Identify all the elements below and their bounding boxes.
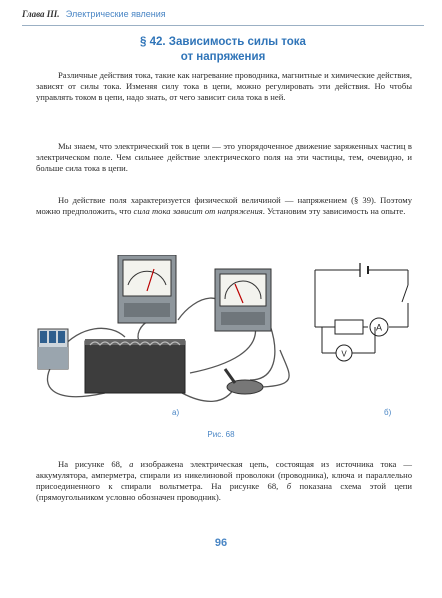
paragraph-4-a: На рисунке 68, xyxy=(58,459,130,469)
battery xyxy=(38,329,68,369)
figure-68 xyxy=(30,255,420,420)
paragraph-2: Мы знаем, что электрический ток в цепи — это упорядоченное движение заряженных частиц в электрическом поле. Чем сильнее действие электрического поля на эти частицы, тем, очевидно, и больше сила тока в цепи. xyxy=(36,141,412,173)
page-number: 96 xyxy=(214,537,228,549)
chapter-label: Глава III. xyxy=(22,9,60,19)
paragraph-4-c: изображена электрическая цепь, состоящая из источника тока — аккумулятора, амперметра, спирали из никелиновой проволоки (проводника), ключа и параллельно присоединенного к спирали вольтметра. На рисунке 68, xyxy=(36,459,412,491)
running-header xyxy=(22,9,424,26)
title-line-1: § 42. Зависимость силы тока xyxy=(140,36,306,48)
voltmeter xyxy=(215,269,271,331)
caption-b: б) xyxy=(384,408,392,417)
section-label: Электрические явления xyxy=(65,9,166,19)
circuit-diagram xyxy=(315,263,408,361)
paragraph-3-end: . Установим эту зависимость на опыте. xyxy=(262,205,406,216)
caption-a: а) xyxy=(172,408,180,417)
paragraph-3-start: Но действие поля характеризуется физической величиной — напряжением (§ 39). Поэтому можно предположить, что xyxy=(36,195,412,216)
title-line-2: от напряжения xyxy=(180,51,266,63)
switch xyxy=(225,369,263,394)
ammeter xyxy=(118,255,176,323)
section-title xyxy=(60,35,386,65)
paragraph-4-ref-a: а xyxy=(129,459,134,469)
paragraph-4 xyxy=(36,459,412,503)
figure-label: Рис. 68 xyxy=(207,430,235,439)
paragraph-4-ref-b: б xyxy=(286,480,292,491)
paragraph-3-emphasis: сила тока зависит от напряжения xyxy=(133,205,263,216)
paragraph-1: Различные действия тока, такие как нагревание проводника, магнитные и химические действия, зависят от силы тока. Изменяя силу тока в цепи, можно регулировать эти действия. Но чтобы управлять током в цепи, надо знать, от чего зависит сила тока в ней. xyxy=(36,70,412,102)
nickel-coil xyxy=(85,339,185,393)
paragraph-3 xyxy=(36,195,412,217)
voltmeter-symbol: V xyxy=(341,349,347,359)
ammeter-symbol: A xyxy=(375,322,383,333)
paragraph-4-e: показана схема этой цепи (прямоугольником условно обозначен проводник). xyxy=(36,480,413,502)
